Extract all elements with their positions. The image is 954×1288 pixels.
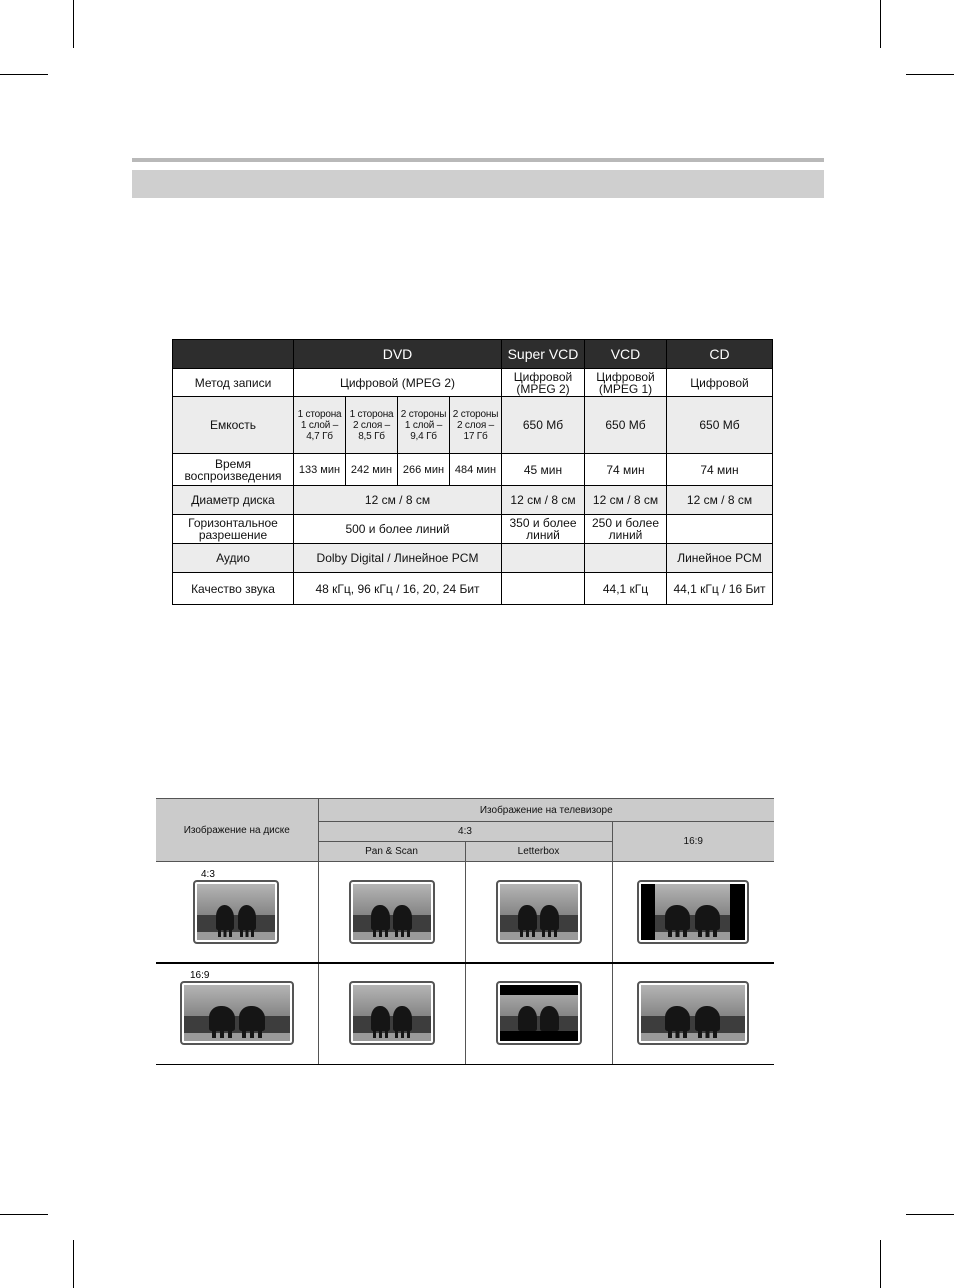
table-row [173,486,773,515]
pan-scan-header: Pan & Scan [318,842,465,862]
disc-image-header: Изображение на диске [156,799,318,862]
header-dvd: DVD [294,340,502,369]
cell-vcd: 74 мин [585,454,667,486]
disc-image-cell [156,963,318,1065]
letterbox-cell [465,862,612,964]
cell-dvd: 1 сторона 1 слой – 4,7 Гб [294,397,346,454]
cell-svcd [502,573,585,605]
crop-mark [880,0,881,48]
row-label: Емкость [173,397,294,454]
letterbox-bar [500,1031,578,1041]
letterbox-header: Letterbox [465,842,612,862]
crop-mark [0,1214,48,1215]
cell-dvd: 2 стороны 2 слоя – 17 Гб [450,397,502,454]
cell-dvd: 48 кГц, 96 кГц / 16, 20, 24 Бит [294,573,502,605]
cell-svcd: 12 см / 8 см [502,486,585,515]
cell-cd: 12 см / 8 см [667,486,773,515]
row-label: Метод записи [173,369,294,397]
cell-dvd: 133 мин [294,454,346,486]
cell-vcd: 250 и более линий [585,515,667,544]
elephant-image [496,981,582,1045]
cell-vcd: 650 Мб [585,397,667,454]
pillarbox-bar [641,884,656,940]
disc-spec-table [172,339,773,605]
disc-image-cell [156,862,318,964]
letterbox-cell [465,963,612,1065]
cell-cd: 44,1 кГц / 16 Бит [667,573,773,605]
header-vcd: VCD [585,340,667,369]
cell-svcd: 350 и более линий [502,515,585,544]
crop-mark [73,0,74,48]
cell-dvd: 1 сторона 2 слоя – 8,5 Гб [346,397,398,454]
crop-mark [906,74,954,75]
cell-svcd: 650 Мб [502,397,585,454]
cell-cd: Линейное PCM [667,544,773,573]
cell-svcd: 45 мин [502,454,585,486]
table-row [173,369,773,397]
header-svcd: Super VCD [502,340,585,369]
table-row [173,454,773,486]
tv-image-header: Изображение на телевизоре [318,799,774,822]
ratio-tag: 4:3 [201,869,215,880]
aspect-ratio-table [156,798,774,1065]
elephant-image [349,981,435,1045]
crop-mark [906,1214,954,1215]
crop-mark [880,1240,881,1288]
cell-dvd: Цифровой (MPEG 2) [294,369,502,397]
cell-cd: 74 мин [667,454,773,486]
ratio-169-header: 16:9 [612,822,774,862]
row-label: Горизонтальное разрешение [173,515,294,544]
row-label: Время воспроизведения [173,454,294,486]
cell-dvd: 242 мин [346,454,398,486]
row-label: Качество звука [173,573,294,605]
ratio-tag: 16:9 [190,970,210,981]
cell-svcd: Цифровой (MPEG 2) [502,369,585,397]
header-cd: CD [667,340,773,369]
cell-vcd: 44,1 кГц [585,573,667,605]
header-rule [132,158,824,162]
cell-cd: Цифровой [667,369,773,397]
cell-dvd: 500 и более линий [294,515,502,544]
header-band [132,170,824,198]
pan-scan-cell [318,963,465,1065]
row-label: Аудио [173,544,294,573]
elephant-image [180,981,294,1045]
widescreen-cell [612,963,774,1065]
ratio-43-header: 4:3 [318,822,612,842]
crop-mark [0,74,48,75]
cell-svcd [502,544,585,573]
crop-mark [73,1240,74,1288]
table-row [173,573,773,605]
table-row [173,397,773,454]
table-row [173,515,773,544]
elephant-image [637,981,749,1045]
cell-cd: 650 Мб [667,397,773,454]
cell-vcd: 12 см / 8 см [585,486,667,515]
table-header-row [173,340,773,369]
letterbox-bar [500,985,578,995]
cell-vcd [585,544,667,573]
cell-dvd: 12 см / 8 см [294,486,502,515]
cell-dvd: 266 мин [398,454,450,486]
cell-dvd: Dolby Digital / Линейное PCM [294,544,502,573]
header-blank [173,340,294,369]
cell-dvd: 2 стороны 1 слой – 9,4 Гб [398,397,450,454]
cell-vcd: Цифровой (MPEG 1) [585,369,667,397]
pan-scan-cell [318,862,465,964]
row-label: Диаметр диска [173,486,294,515]
elephant-image [637,880,749,944]
widescreen-cell [612,862,774,964]
elephant-image [496,880,582,944]
cell-dvd: 484 мин [450,454,502,486]
elephant-image [349,880,435,944]
elephant-image [193,880,279,944]
table-row [173,544,773,573]
cell-cd [667,515,773,544]
pillarbox-bar [730,884,745,940]
